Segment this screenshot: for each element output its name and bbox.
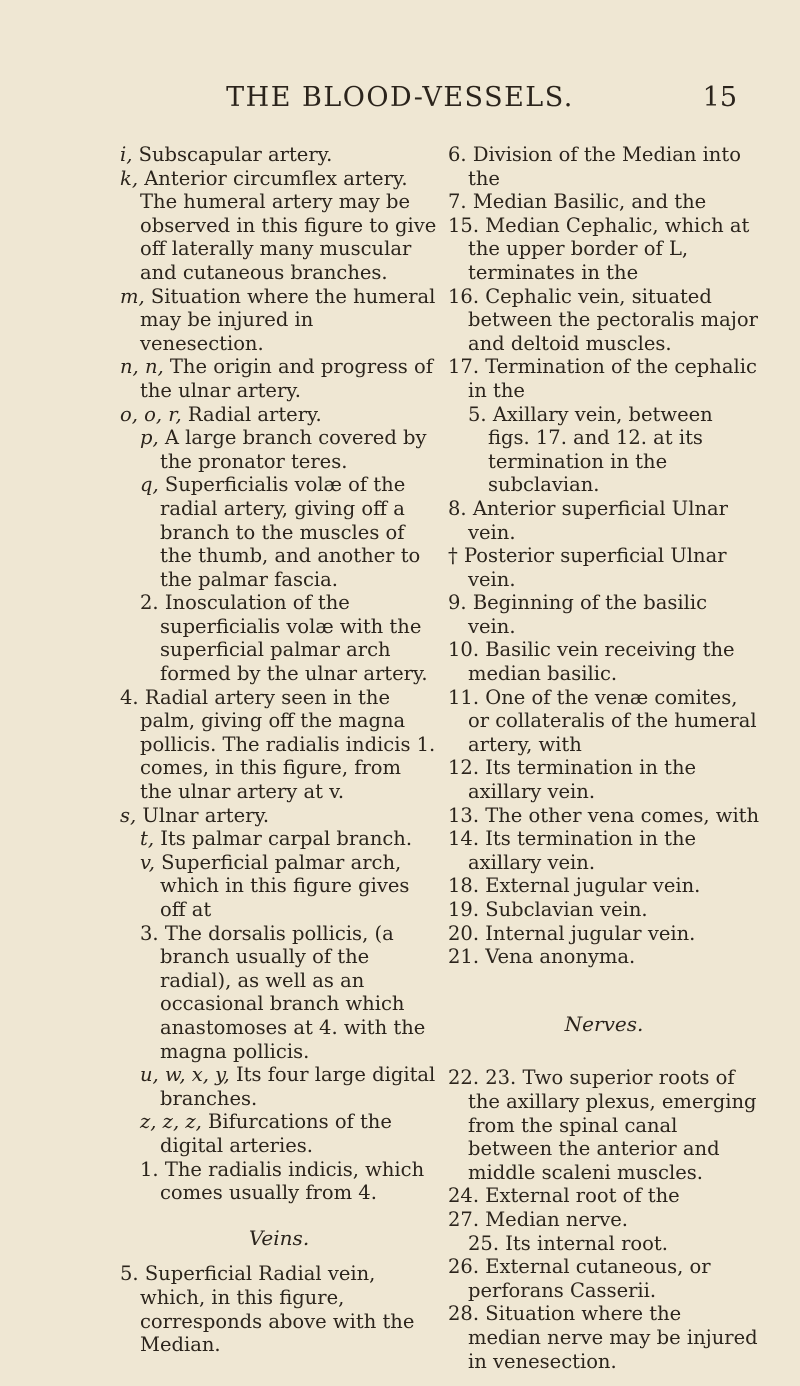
- entry-label: 9.: [448, 591, 467, 615]
- entry-label: 4.: [120, 685, 139, 709]
- list-item: [448, 403, 760, 497]
- entry-text: Two superior roots of the axillary plexus, emerging from the spinal canal between the anterior and middle scaleni muscles.: [468, 1066, 757, 1184]
- entry-label: 2.: [140, 591, 159, 615]
- entry-text: Median nerve.: [485, 1207, 629, 1231]
- entry-text: Ulnar artery.: [142, 803, 270, 827]
- list-item: [448, 638, 760, 685]
- entry-text: Inosculation of the superficialis volæ with the superficial palmar arch formed by the ulnar artery.: [160, 591, 428, 686]
- entry-label: 18.: [448, 874, 480, 898]
- entry-label: 5.: [468, 402, 487, 426]
- entry-text: Its termination in the axillary vein.: [468, 756, 697, 804]
- entry-label: 8.: [448, 496, 467, 520]
- list-item: [120, 473, 438, 591]
- entry-text: Superficial Radial vein, which, in this figure, corresponds above with the Median.: [140, 1262, 415, 1357]
- entry-label: 15.: [448, 213, 480, 237]
- entry-label: 27.: [448, 1207, 480, 1231]
- entry-label: o, o, r,: [120, 402, 182, 426]
- entry-text: External root of the: [485, 1184, 680, 1208]
- list-item: [120, 827, 438, 851]
- list-item: [120, 1110, 438, 1157]
- nerves-heading: Nerves.: [564, 1011, 644, 1036]
- entry-label: 3.: [140, 921, 159, 945]
- page-header: [0, 82, 800, 122]
- entry-text: The radialis indicis, which comes usually from 4.: [160, 1157, 425, 1205]
- list-item: [448, 686, 760, 757]
- entry-text: Its four large digital branches.: [160, 1063, 436, 1110]
- entry-text: Cephalic vein, situated between the pectoralis major and deltoid muscles.: [468, 284, 758, 355]
- entry-label: 1.: [140, 1157, 159, 1181]
- list-item: [448, 591, 760, 638]
- list-item: [448, 1302, 760, 1373]
- entry-text: The dorsalis pollicis, (a branch usually of the radial), as well as an occasional branch which anastomoses at 4. with the magna pollicis.: [160, 921, 426, 1063]
- list-item: [448, 1208, 760, 1232]
- right-column: [448, 143, 760, 1373]
- entry-text: Vena anonyma.: [485, 945, 636, 969]
- list-item: [120, 1158, 438, 1205]
- list-item: [448, 945, 760, 969]
- entry-text: External cutaneous, or perforans Casserii.: [468, 1255, 711, 1302]
- list-item: [120, 355, 438, 402]
- entry-label: p,: [140, 426, 159, 450]
- entry-text: Radial artery.: [187, 402, 322, 426]
- list-item: [120, 804, 438, 828]
- running-title: THE BLOOD-VESSELS.: [226, 82, 574, 113]
- entry-text: Median Basilic, and the: [472, 190, 707, 214]
- list-item: [120, 686, 438, 804]
- list-item: [448, 827, 760, 874]
- list-item: [448, 756, 760, 803]
- entry-text: Its termination in the axillary vein.: [468, 827, 697, 874]
- list-item: [120, 1063, 438, 1110]
- entry-label: 6.: [448, 143, 467, 166]
- list-item: [448, 874, 760, 898]
- list-item: [120, 591, 438, 685]
- list-item: [448, 898, 760, 922]
- entry-text: Situation where the humeral may be injured in venesection.: [140, 284, 436, 355]
- entry-text: Posterior superficial Ulnar vein.: [463, 544, 727, 591]
- entry-text: External jugular vein.: [485, 874, 701, 898]
- list-item: [120, 190, 438, 284]
- entry-text: Subclavian vein.: [485, 898, 648, 921]
- entry-text: Subscapular artery.: [138, 143, 333, 166]
- list-item: [448, 1184, 760, 1208]
- entry-label: 5.: [120, 1262, 139, 1286]
- list-item: [448, 285, 760, 356]
- entry-text: Its internal root.: [505, 1231, 668, 1255]
- entry-label: q,: [140, 473, 159, 497]
- list-item: [120, 403, 438, 427]
- entry-text: Radial artery seen in the palm, giving off the magna pollicis. The radialis indicis 1. comes, in this figure, from the ulnar artery at v.: [140, 685, 436, 804]
- entry-label: 22. 23.: [448, 1066, 517, 1090]
- entry-label: 7.: [448, 190, 467, 214]
- entry-label: u, w, x, y,: [140, 1063, 230, 1087]
- entry-label: v,: [140, 850, 155, 874]
- entry-label: 13.: [448, 803, 480, 827]
- entry-label: 14.: [448, 827, 480, 851]
- entry-label: 20.: [448, 921, 480, 945]
- entry-text: One of the venæ comites, or collateralis of the humeral artery, with: [468, 685, 757, 756]
- entry-text: Division of the Median into the: [468, 143, 741, 190]
- entry-text: Its palmar carpal branch.: [160, 827, 413, 851]
- list-item: [448, 544, 760, 591]
- list-item: [448, 497, 760, 544]
- entry-text: Situation where the median nerve may be injured in venesection.: [468, 1302, 758, 1373]
- entry-label: s,: [120, 803, 137, 827]
- list-item: [448, 804, 760, 828]
- list-item: [120, 167, 438, 191]
- entry-text: Basilic vein receiving the median basilic.: [468, 638, 735, 686]
- entry-label: z, z, z,: [140, 1110, 202, 1134]
- list-item: [448, 1066, 760, 1184]
- entry-label: k,: [120, 166, 139, 190]
- list-item: [448, 143, 760, 190]
- list-item: [448, 190, 760, 214]
- entry-label: 11.: [448, 685, 480, 709]
- entry-label: i,: [120, 143, 133, 166]
- entry-text: The humeral artery may be observed in this figure to give off laterally many muscular and cutaneous branches.: [140, 190, 437, 284]
- entry-label: m,: [120, 284, 145, 308]
- entry-label: 16.: [448, 284, 480, 308]
- entry-text: Termination of the cephalic in the: [468, 355, 757, 402]
- entry-label: 26.: [448, 1255, 480, 1279]
- list-item: [120, 1262, 438, 1356]
- entry-text: Superficial palmar arch, which in this figure gives off at: [160, 850, 410, 921]
- veins-heading: Veins.: [248, 1225, 310, 1250]
- entry-label: t,: [140, 827, 155, 851]
- list-item: [448, 355, 760, 402]
- entry-text: The origin and progress of the ulnar artery.: [140, 355, 433, 402]
- entry-label: 12.: [448, 756, 480, 780]
- entry-text: The other vena comes, with: [485, 803, 760, 827]
- entry-text: Median Cephalic, which at the upper border of L, terminates in the: [468, 213, 750, 284]
- entry-text: Axillary vein, between figs. 17. and 12. at its termination in the subclavian.: [488, 402, 713, 497]
- entry-text: Superficialis volæ of the radial artery, giving off a branch to the muscles of the thumb, and another to the palmar fascia.: [160, 473, 421, 591]
- entry-label: 17.: [448, 355, 480, 379]
- list-item: [120, 851, 438, 922]
- list-item: [448, 1232, 760, 1256]
- entry-text: Beginning of the basilic vein.: [468, 591, 708, 638]
- page-number: 15: [702, 82, 737, 113]
- entry-label: 24.: [448, 1184, 480, 1208]
- entry-label: 21.: [448, 945, 480, 969]
- entry-text: A large branch covered by the pronator teres.: [160, 426, 427, 473]
- entry-label: 25.: [468, 1231, 500, 1255]
- list-item: [120, 285, 438, 356]
- entry-text: Anterior superficial Ulnar vein.: [468, 496, 728, 544]
- entry-text: Bifurcations of the digital arteries.: [160, 1110, 392, 1157]
- list-item: [448, 214, 760, 285]
- list-item: [448, 922, 760, 946]
- list-item: [120, 922, 438, 1064]
- entry-label: n, n,: [120, 355, 164, 379]
- entry-label: 19.: [448, 898, 480, 921]
- left-column: [120, 143, 438, 1357]
- list-item: [120, 143, 438, 167]
- entry-label: 28.: [448, 1302, 480, 1326]
- list-item: [448, 1255, 760, 1302]
- entry-text: Internal jugular vein.: [485, 921, 696, 945]
- entry-label: 10.: [448, 638, 480, 662]
- entry-text: Anterior circumflex artery.: [144, 166, 408, 190]
- entry-label: †: [448, 544, 458, 568]
- list-item: [120, 426, 438, 473]
